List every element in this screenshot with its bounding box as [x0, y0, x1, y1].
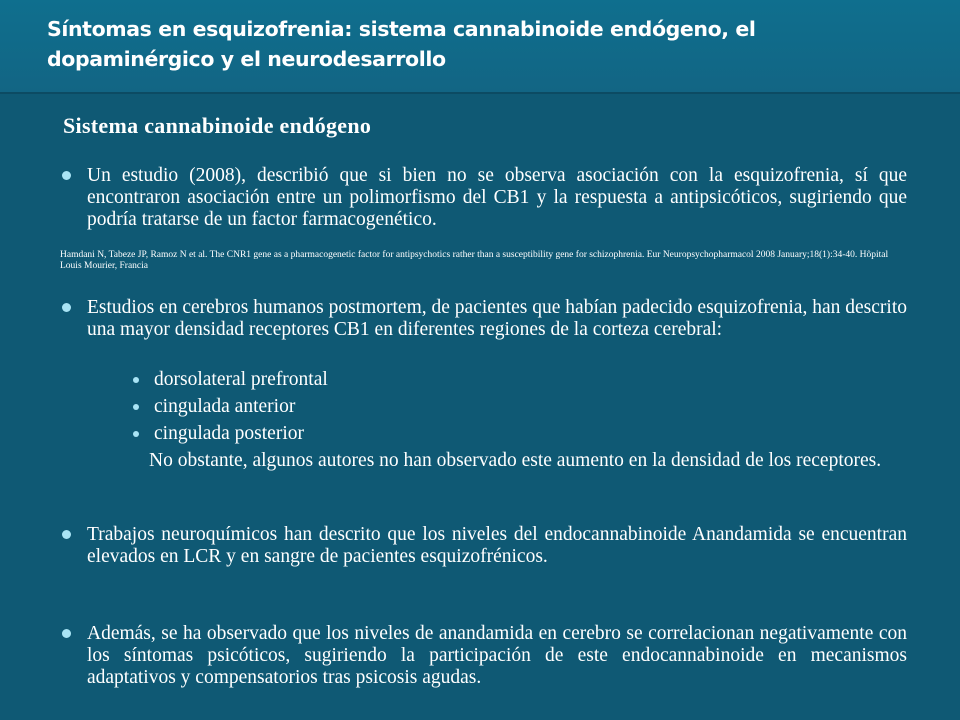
- section-title: Sistema cannabinoide endógeno: [63, 113, 372, 138]
- sub-bullet-text: cingulada posterior: [154, 423, 304, 444]
- bullet-text: Un estudio (2008), describió que si bien no se observa asociación con la esquizofrenia, sí que encontraron asociación entre un polimorfismo del CB1 y la respuesta a antipsicóticos, sugiriendo que podría tratarse de un factor farmacogenético.: [87, 165, 907, 230]
- bullet-text: Trabajos neuroquímicos han descrito que los niveles del endocannabinoide Anandamida se encuentran elevados en LCR y en sangre de pacientes esquizofrénicos.: [87, 524, 907, 567]
- bullet-item: [62, 297, 907, 341]
- sub-bullet-dot-icon: [133, 431, 139, 437]
- bullet-item: [62, 165, 907, 231]
- sub-bullet-text: cingulada anterior: [154, 396, 296, 417]
- bullet-item: [62, 623, 907, 689]
- bullet-dot-icon: [62, 530, 71, 539]
- sub-bullet-text: dorsolateral prefrontal: [154, 369, 328, 390]
- bullet-dot-icon: [62, 629, 71, 638]
- sub-bullet-item: [133, 423, 304, 445]
- sub-bullet-dot-icon: [133, 377, 139, 383]
- bullet-dot-icon: [62, 303, 71, 312]
- bullet-text: Además, se ha observado que los niveles de anandamida en cerebro se correlacionan negativamente con los síntomas psicóticos, sugiriendo la participación de este endocannabinoide en mecanismos adaptativos y compensatorios tras psicosis agudas.: [87, 623, 907, 688]
- title-bar: [0, 0, 960, 94]
- sub-bullet-item: [133, 369, 328, 391]
- sub-bullet-item: [133, 396, 295, 418]
- bullet-text: Estudios en cerebros humanos postmortem, de pacientes que habían padecido esquizofrenia, han descrito una mayor densidad receptores CB1 en diferentes regiones de la corteza cerebral:: [87, 297, 907, 340]
- bullet-item: [62, 524, 907, 568]
- note-paragraph: No obstante, algunos autores no han observado este aumento en la densidad de los receptores.: [149, 450, 882, 471]
- slide-title: Síntomas en esquizofrenia: sistema cannabinoide endógeno, el dopaminérgico y el neurodesarrollo: [47, 17, 756, 71]
- sub-bullet-dot-icon: [133, 404, 139, 410]
- bullet-dot-icon: [62, 171, 71, 180]
- reference-citation: Hamdani N, Tabeze JP, Ramoz N et al. The CNR1 gene as a pharmacogenetic factor for antipsychotics rather than a susceptibility gene for schizophrenia. Eur Neuropsychopharmacol 2008 January;18(1):34-40. Hôpital Louis Mourier, Francia: [60, 250, 889, 271]
